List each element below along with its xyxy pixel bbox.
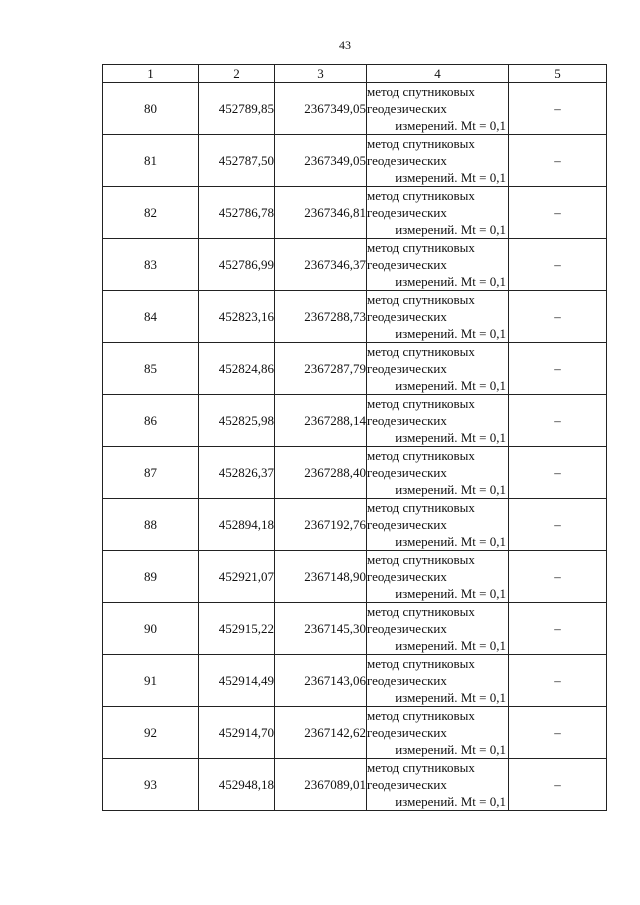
coordinate-y-cell: 2367142,62 xyxy=(275,707,367,759)
note-cell: – xyxy=(509,239,607,291)
coordinate-x-cell: 452825,98 xyxy=(199,395,275,447)
method-line: геодезических xyxy=(367,777,447,792)
method-line: измерений. Mt = 0,1 xyxy=(395,326,506,341)
method-line: метод спутниковых xyxy=(367,188,475,203)
method-line: измерений. Mt = 0,1 xyxy=(395,794,506,809)
table-row xyxy=(103,759,607,811)
coordinate-x-cell: 452787,50 xyxy=(199,135,275,187)
coordinate-x-cell: 452786,78 xyxy=(199,187,275,239)
method-line: метод спутниковых xyxy=(367,500,475,515)
table-row xyxy=(103,395,607,447)
method-line: измерений. Mt = 0,1 xyxy=(395,430,506,445)
point-number-cell: 80 xyxy=(103,83,199,135)
coordinate-y-cell: 2367349,05 xyxy=(275,135,367,187)
header-cell: 3 xyxy=(275,65,367,83)
point-number-cell: 83 xyxy=(103,239,199,291)
method-cell xyxy=(367,603,509,655)
coordinate-x-cell: 452914,70 xyxy=(199,707,275,759)
coordinate-y-cell: 2367089,01 xyxy=(275,759,367,811)
table-body xyxy=(103,83,607,811)
method-cell xyxy=(367,239,509,291)
method-line: геодезических xyxy=(367,621,447,636)
coordinate-y-cell: 2367346,37 xyxy=(275,239,367,291)
coordinate-x-cell: 452894,18 xyxy=(199,499,275,551)
method-line: метод спутниковых xyxy=(367,292,475,307)
coordinate-y-cell: 2367287,79 xyxy=(275,343,367,395)
note-cell: – xyxy=(509,759,607,811)
method-cell xyxy=(367,655,509,707)
coordinate-y-cell: 2367349,05 xyxy=(275,83,367,135)
point-number-cell: 85 xyxy=(103,343,199,395)
method-cell xyxy=(367,291,509,343)
method-line: измерений. Mt = 0,1 xyxy=(395,690,506,705)
coordinate-x-cell: 452948,18 xyxy=(199,759,275,811)
table-row xyxy=(103,135,607,187)
method-line: геодезических xyxy=(367,257,447,272)
method-line: метод спутниковых xyxy=(367,760,475,775)
method-cell xyxy=(367,83,509,135)
method-line: геодезических xyxy=(367,517,447,532)
method-line: метод спутниковых xyxy=(367,448,475,463)
point-number-cell: 89 xyxy=(103,551,199,603)
table-row xyxy=(103,707,607,759)
method-line: геодезических xyxy=(367,673,447,688)
method-line: геодезических xyxy=(367,569,447,584)
note-cell: – xyxy=(509,551,607,603)
method-line: метод спутниковых xyxy=(367,84,475,99)
note-cell: – xyxy=(509,343,607,395)
method-line: геодезических xyxy=(367,101,447,116)
table-row xyxy=(103,343,607,395)
coordinate-y-cell: 2367148,90 xyxy=(275,551,367,603)
coordinate-x-cell: 452915,22 xyxy=(199,603,275,655)
method-cell xyxy=(367,395,509,447)
coordinate-y-cell: 2367288,40 xyxy=(275,447,367,499)
method-cell xyxy=(367,551,509,603)
method-line: измерений. Mt = 0,1 xyxy=(395,274,506,289)
note-cell: – xyxy=(509,291,607,343)
coordinate-y-cell: 2367192,76 xyxy=(275,499,367,551)
method-line: метод спутниковых xyxy=(367,552,475,567)
point-number-cell: 82 xyxy=(103,187,199,239)
coordinate-x-cell: 452786,99 xyxy=(199,239,275,291)
note-cell: – xyxy=(509,603,607,655)
table-row xyxy=(103,603,607,655)
method-cell xyxy=(367,447,509,499)
table-row xyxy=(103,83,607,135)
method-line: геодезических xyxy=(367,309,447,324)
point-number-cell: 92 xyxy=(103,707,199,759)
header-cell: 4 xyxy=(367,65,509,83)
method-line: геодезических xyxy=(367,205,447,220)
method-line: измерений. Mt = 0,1 xyxy=(395,170,506,185)
method-line: метод спутниковых xyxy=(367,708,475,723)
point-number-cell: 93 xyxy=(103,759,199,811)
note-cell: – xyxy=(509,499,607,551)
method-line: геодезических xyxy=(367,361,447,376)
method-line: метод спутниковых xyxy=(367,604,475,619)
coordinate-x-cell: 452824,86 xyxy=(199,343,275,395)
table-row xyxy=(103,187,607,239)
method-line: геодезических xyxy=(367,725,447,740)
method-line: метод спутниковых xyxy=(367,396,475,411)
table-row xyxy=(103,499,607,551)
method-cell xyxy=(367,759,509,811)
method-cell xyxy=(367,707,509,759)
coordinate-x-cell: 452823,16 xyxy=(199,291,275,343)
table-header-row xyxy=(103,65,607,83)
point-number-cell: 91 xyxy=(103,655,199,707)
note-cell: – xyxy=(509,83,607,135)
method-line: измерений. Mt = 0,1 xyxy=(395,118,506,133)
coordinates-table xyxy=(102,64,607,811)
table-row xyxy=(103,291,607,343)
note-cell: – xyxy=(509,187,607,239)
table-row xyxy=(103,447,607,499)
table-row xyxy=(103,239,607,291)
method-line: измерений. Mt = 0,1 xyxy=(395,378,506,393)
method-line: метод спутниковых xyxy=(367,656,475,671)
header-cell: 5 xyxy=(509,65,607,83)
method-cell xyxy=(367,187,509,239)
method-line: метод спутниковых xyxy=(367,240,475,255)
coordinate-y-cell: 2367145,30 xyxy=(275,603,367,655)
method-line: геодезических xyxy=(367,153,447,168)
method-cell xyxy=(367,343,509,395)
method-line: метод спутниковых xyxy=(367,344,475,359)
point-number-cell: 88 xyxy=(103,499,199,551)
method-line: метод спутниковых xyxy=(367,136,475,151)
table-row xyxy=(103,655,607,707)
coordinate-y-cell: 2367143,06 xyxy=(275,655,367,707)
coordinate-y-cell: 2367346,81 xyxy=(275,187,367,239)
point-number-cell: 84 xyxy=(103,291,199,343)
point-number-cell: 90 xyxy=(103,603,199,655)
method-line: измерений. Mt = 0,1 xyxy=(395,222,506,237)
table-row xyxy=(103,551,607,603)
method-line: измерений. Mt = 0,1 xyxy=(395,534,506,549)
coordinate-y-cell: 2367288,73 xyxy=(275,291,367,343)
method-line: измерений. Mt = 0,1 xyxy=(395,638,506,653)
method-cell xyxy=(367,135,509,187)
point-number-cell: 87 xyxy=(103,447,199,499)
coordinate-x-cell: 452921,07 xyxy=(199,551,275,603)
note-cell: – xyxy=(509,447,607,499)
header-cell: 2 xyxy=(199,65,275,83)
coordinate-x-cell: 452789,85 xyxy=(199,83,275,135)
note-cell: – xyxy=(509,655,607,707)
note-cell: – xyxy=(509,395,607,447)
coordinate-x-cell: 452914,49 xyxy=(199,655,275,707)
method-line: измерений. Mt = 0,1 xyxy=(395,586,506,601)
page-number: 43 xyxy=(339,38,351,52)
note-cell: – xyxy=(509,135,607,187)
method-line: геодезических xyxy=(367,465,447,480)
method-line: измерений. Mt = 0,1 xyxy=(395,742,506,757)
method-line: геодезических xyxy=(367,413,447,428)
coordinate-y-cell: 2367288,14 xyxy=(275,395,367,447)
point-number-cell: 81 xyxy=(103,135,199,187)
method-line: измерений. Mt = 0,1 xyxy=(395,482,506,497)
method-cell xyxy=(367,499,509,551)
point-number-cell: 86 xyxy=(103,395,199,447)
coordinate-x-cell: 452826,37 xyxy=(199,447,275,499)
note-cell: – xyxy=(509,707,607,759)
header-cell: 1 xyxy=(103,65,199,83)
